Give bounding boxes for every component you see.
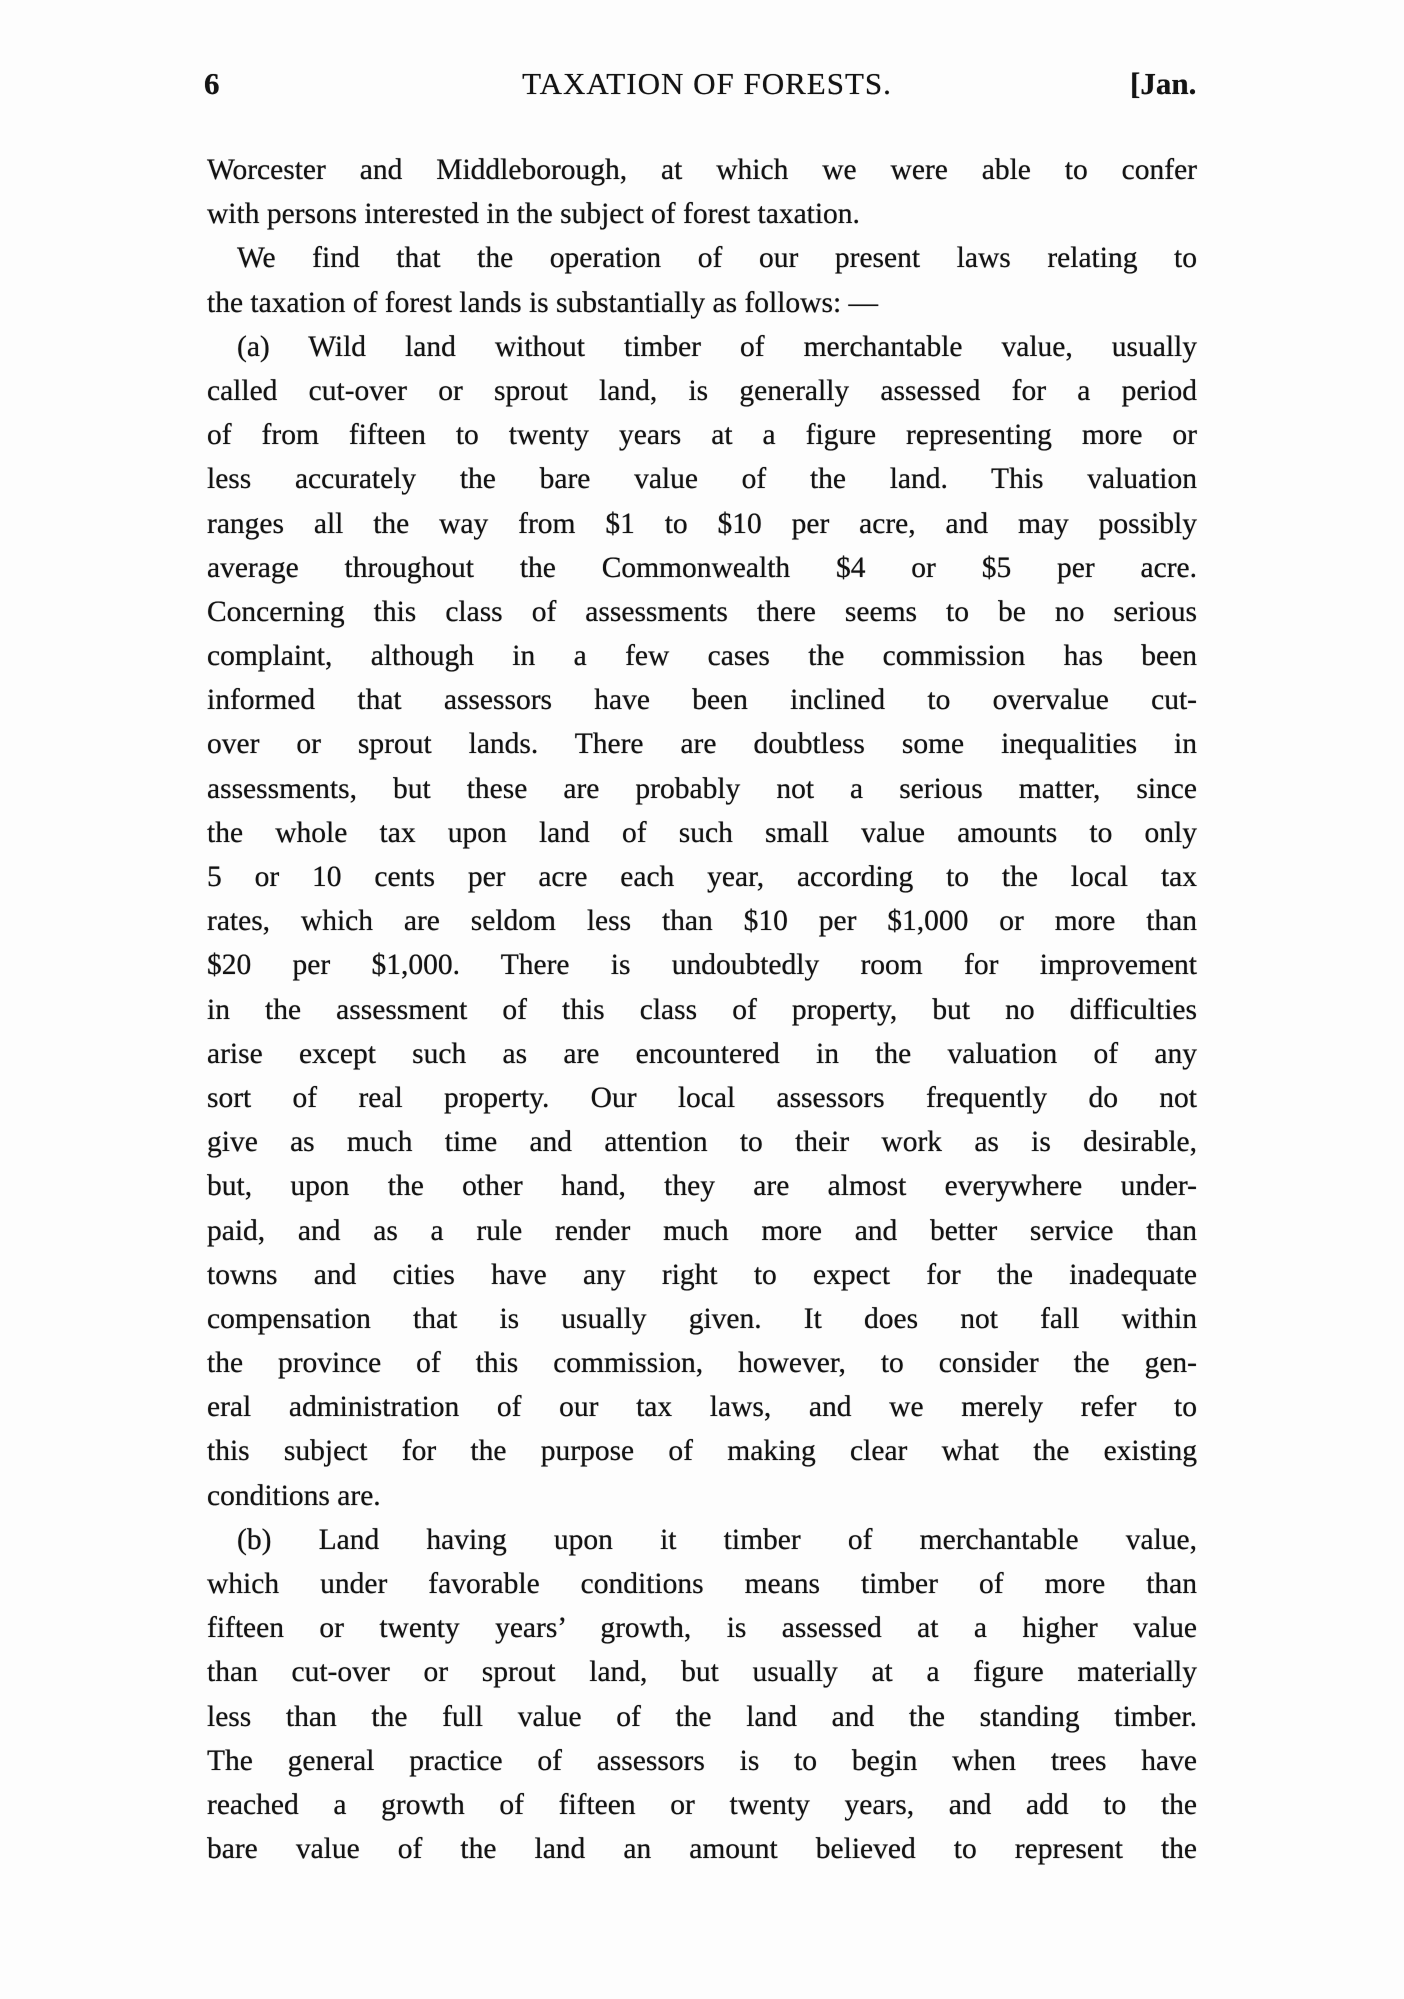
page-number: 6 <box>204 66 220 101</box>
text-line: paid, and as a rule render much more and better service than <box>207 1214 1197 1247</box>
text-line: called cut-over or sprout land, is generally assessed for a period <box>207 374 1197 407</box>
text-line: but, upon the other hand, they are almost everywhere under- <box>207 1170 1197 1203</box>
text-line: (b) Land having upon it timber of merchantable value, <box>237 1523 1197 1556</box>
text-line: which under favorable conditions means timber of more than <box>207 1568 1197 1600</box>
text-line: the taxation of forest lands is substantially as follows: — <box>207 286 879 319</box>
text-line: give as much time and attention to their work as is desirable, <box>207 1126 1197 1159</box>
text-line: in the assessment of this class of property, but no difficulties <box>207 993 1197 1026</box>
text-line: assessments, but these are probably not a serious matter, since <box>207 772 1197 805</box>
text-line: Concerning this class of assessments there seems to be no serious <box>207 595 1197 628</box>
text-line: with persons interested in the subject of forest taxation. <box>207 198 860 231</box>
text-line: the province of this commission, however, to consider the gen- <box>207 1347 1197 1380</box>
body-text <box>207 148 1197 1871</box>
text-line: compensation that is usually given. It does not fall within <box>207 1302 1197 1335</box>
running-title: TAXATION OF FORESTS. <box>522 66 892 101</box>
text-line: towns and cities have any right to expect for the inadequate <box>207 1258 1197 1291</box>
text-line: over or sprout lands. There are doubtless some inequalities in <box>207 728 1197 761</box>
text-line: less than the full value of the land and the standing timber. <box>207 1700 1197 1733</box>
text-line: reached a growth of fifteen or twenty years, and add to the <box>207 1788 1197 1821</box>
text-line: arise except such as are encountered in the valuation of any <box>207 1037 1197 1070</box>
text-line: The general practice of assessors is to begin when trees have <box>207 1744 1197 1777</box>
text-line: rates, which are seldom less than $10 per $1,000 or more than <box>207 905 1197 938</box>
text-line: 5 or 10 cents per acre each year, according to the local tax <box>207 861 1197 893</box>
text-line: bare value of the land an amount believed to represent the <box>207 1833 1197 1866</box>
text-line: (a) Wild land without timber of merchantable value, usually <box>237 330 1197 363</box>
text-line: of from fifteen to twenty years at a figure representing more or <box>207 419 1197 452</box>
text-line: complaint, although in a few cases the commission has been <box>207 640 1197 673</box>
text-line: informed that assessors have been inclined to overvalue cut- <box>207 684 1197 717</box>
text-line: less accurately the bare value of the land. This valuation <box>207 463 1197 496</box>
text-line: ranges all the way from $1 to $10 per acre, and may possibly <box>207 507 1197 540</box>
running-date: [Jan. <box>1130 66 1197 101</box>
text-line: than cut-over or sprout land, but usually at a figure materially <box>207 1656 1197 1689</box>
text-line: $20 per $1,000. There is undoubtedly room for improvement <box>207 949 1197 982</box>
text-line: conditions are. <box>207 1479 381 1512</box>
text-line: eral administration of our tax laws, and we merely refer to <box>207 1391 1197 1424</box>
text-line: average throughout the Commonwealth $4 or $5 per acre. <box>207 551 1197 584</box>
text-line: the whole tax upon land of such small value amounts to only <box>207 816 1197 849</box>
text-line: Worcester and Middleborough, at which we were able to confer <box>207 154 1197 186</box>
text-line: this subject for the purpose of making clear what the existing <box>207 1435 1197 1468</box>
text-line: sort of real property. Our local assessors frequently do not <box>207 1081 1197 1114</box>
text-line: We find that the operation of our present laws relating to <box>237 242 1197 275</box>
text-line: fifteen or twenty years’ growth, is assessed at a higher value <box>207 1612 1197 1645</box>
